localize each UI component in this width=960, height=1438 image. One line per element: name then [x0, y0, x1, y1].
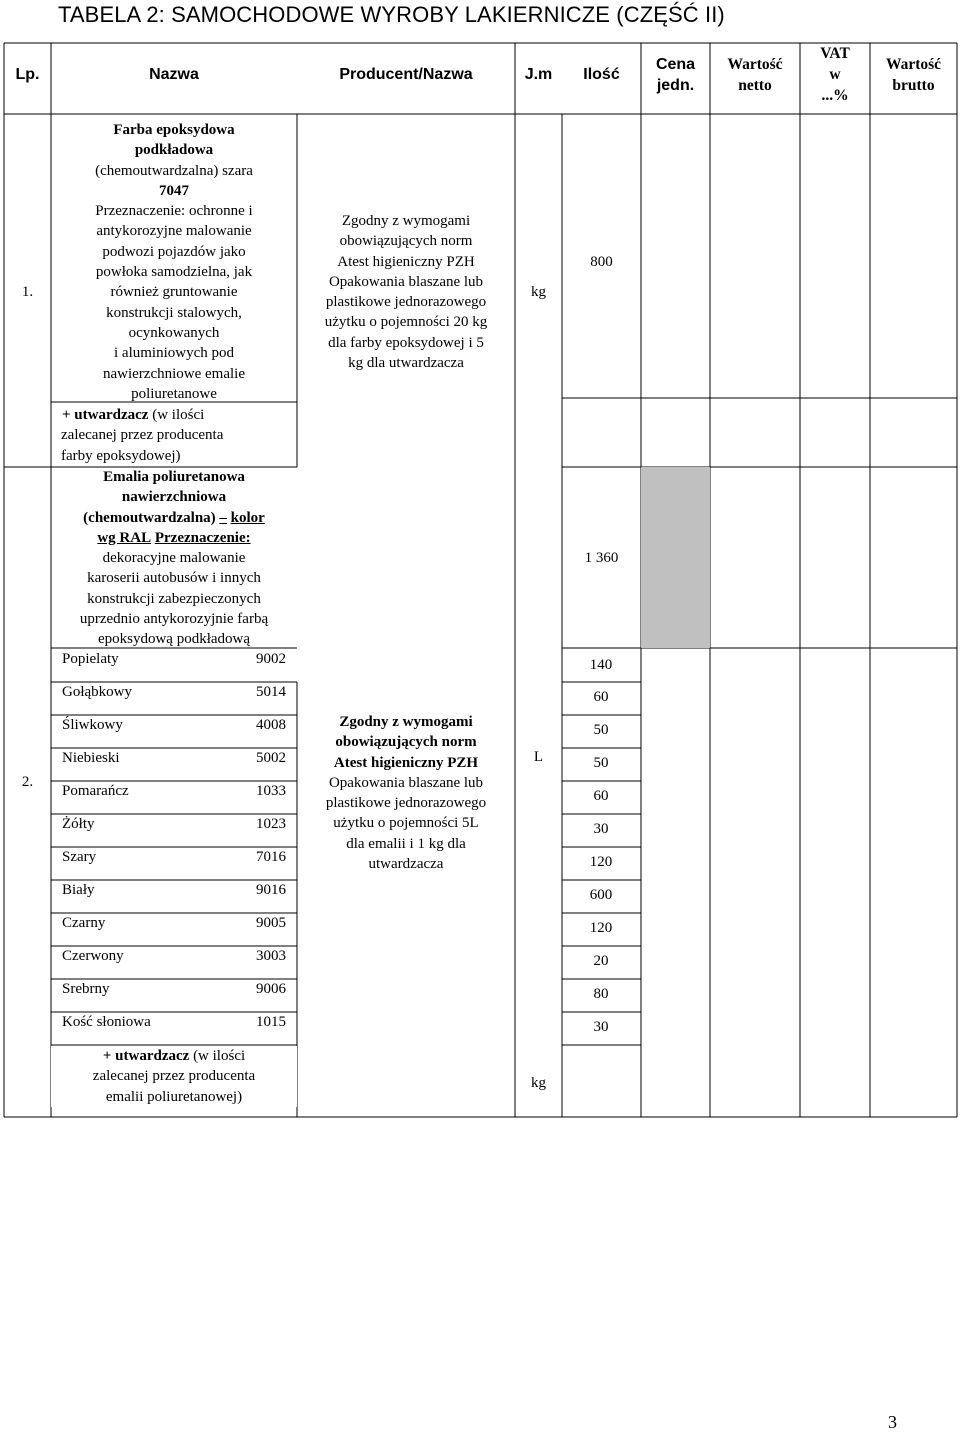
row2-hardener-line: + utwardzacz (w ilości	[102, 1048, 246, 1064]
color-name: Niebieski	[62, 750, 120, 766]
page-title: TABELA 2: SAMOCHODOWE WYROBY LAKIERNICZE (CZĘŚĆ II)	[58, 2, 725, 27]
row2-desc-line: karoserii autobusów i innych	[87, 570, 261, 587]
row1-name-line: nawierzchniowe emalie	[102, 365, 245, 382]
row2-desc-line: nawierzchniowa	[121, 489, 227, 506]
row2-desc-line: Emalia poliuretanowa	[103, 469, 245, 485]
row2-producer-line: użytku o pojemności 5L	[333, 815, 479, 832]
color-code: 9005	[256, 915, 286, 931]
row2-desc-line: epoksydową podkładową	[97, 631, 251, 648]
color-qty: 140	[589, 657, 613, 673]
hardener-bold-prefix: + utwardzacz	[102, 1048, 190, 1064]
color-qty: 30	[593, 1019, 609, 1035]
row1-name-line: i aluminiowych pod	[114, 345, 234, 362]
color-code: 9002	[256, 651, 286, 667]
header-ilosc: Ilość	[583, 66, 620, 83]
row2-hardener-line: zalecanej przez producenta	[92, 1068, 256, 1085]
header-vat-line2: w	[829, 66, 841, 83]
row2-producer-line: Opakowania blaszane lub	[328, 774, 484, 791]
row1-producer-line: dla farby epoksydowej i 5	[328, 334, 484, 351]
header-brutto-line1: Wartość	[885, 56, 942, 73]
color-name: Gołąbkowy	[62, 684, 132, 700]
row2-hardener-unit: kg	[531, 1075, 546, 1091]
row1-name	[51, 120, 297, 404]
row2-lp: 2.	[21, 774, 34, 790]
row1-lp: 1.	[21, 284, 34, 300]
row2-desc-ral: wg RAL	[97, 529, 152, 546]
color-name: Srebrny	[62, 981, 110, 997]
header-cena	[641, 54, 710, 96]
row2-producer-line: utwardzacza	[368, 856, 444, 873]
row1-name-line: Przeznaczenie: ochronne i	[95, 203, 253, 220]
row2-producer-line: obowiązujących norm	[335, 734, 477, 751]
color-name: Żółty	[62, 816, 95, 832]
hardener-bold-prefix: + utwardzacz	[62, 407, 149, 423]
row2-desc-line: konstrukcji zabezpieczonych	[87, 590, 261, 607]
header-cena-line2: jedn.	[656, 77, 695, 94]
row2-desc-line: uprzednio antykorozyjnie farbą	[79, 611, 269, 628]
row2-desc-line	[51, 528, 297, 548]
color-code: 5014	[256, 684, 286, 700]
color-code: 9016	[256, 882, 286, 898]
color-qty: 120	[589, 854, 613, 870]
row1-producer-line: plastikowe jednorazowego	[325, 294, 487, 311]
row1-producer-line: Atest higieniczny PZH	[337, 253, 475, 270]
color-code: 1015	[256, 1014, 286, 1030]
header-netto-line1: Wartość	[727, 56, 783, 73]
row2-producer	[297, 712, 515, 874]
color-code: 9006	[256, 981, 286, 997]
color-name: Kość słoniowa	[62, 1014, 151, 1030]
color-qty: 600	[589, 887, 613, 903]
header-brutto-line2: brutto	[892, 77, 935, 94]
color-name: Szary	[62, 849, 97, 865]
header-nazwa: Nazwa	[149, 66, 199, 83]
row1-hardener-line: farby epoksydowej)	[61, 447, 181, 464]
row1-producer-line: obowiązujących norm	[339, 233, 473, 250]
color-name: Popielaty	[62, 651, 119, 667]
row2-producer-line: Atest higieniczny PZH	[333, 754, 479, 771]
header-jm: J.m	[524, 66, 553, 83]
color-code: 1023	[256, 816, 286, 832]
color-name: Czarny	[62, 915, 106, 931]
row1-name-line: ocynkowanych	[128, 324, 220, 341]
color-name: Biały	[62, 882, 95, 898]
color-qty: 120	[589, 920, 613, 936]
row1-name-line: (chemoutwardzalna) szara	[95, 162, 253, 179]
header-vat-line3: ...%	[821, 87, 849, 104]
row2-desc-dash: –	[219, 509, 227, 526]
color-code: 4008	[256, 717, 286, 733]
row1-hardener-line: zalecanej przez producenta	[61, 427, 224, 444]
row2-desc-chem: (chemoutwardzalna)	[83, 509, 216, 526]
row2-total-qty: 1 360	[584, 550, 619, 566]
color-qty: 20	[593, 953, 609, 969]
header-netto-line2: netto	[738, 77, 772, 94]
row1-name-line: również gruntowanie	[110, 284, 238, 301]
row1-name-line: antykorozyjne malowanie	[96, 223, 252, 240]
row1-qty: 800	[590, 254, 613, 270]
row1-producer-line: kg dla utwardzacza	[348, 355, 464, 372]
row1-name-line: 7047	[159, 182, 189, 199]
page-number: 3	[888, 1412, 897, 1432]
header-lp: Lp.	[15, 66, 40, 83]
row1-name-line: podkładowa	[134, 142, 214, 159]
row2-desc-line	[51, 508, 297, 528]
row1-name-line: poliuretanowe	[131, 385, 217, 402]
color-qty: 50	[593, 755, 609, 771]
row2-producer-line: dla emalii i 1 kg dla	[346, 835, 466, 852]
color-qty: 50	[593, 722, 609, 738]
row2-hardener-text	[51, 1046, 297, 1107]
row2-desc-line: dekoracyjne malowanie	[102, 550, 246, 567]
color-code: 7016	[256, 849, 286, 865]
row1-producer-line: Opakowania blaszane lub	[328, 273, 484, 290]
row1-name-line: Farba epoksydowa	[113, 122, 235, 138]
shaded-cell	[641, 467, 710, 648]
header-cena-line1: Cena	[655, 56, 696, 73]
row2-unit: L	[533, 749, 544, 765]
row1-hardener	[51, 405, 297, 466]
header-producent: Producent/Nazwa	[339, 66, 473, 83]
color-name: Czerwony	[62, 948, 124, 964]
color-name: Śliwkowy	[62, 717, 123, 733]
color-qty: 60	[593, 788, 609, 804]
header-vat	[800, 43, 870, 106]
color-code: 1033	[256, 783, 286, 799]
row1-unit: kg	[531, 284, 546, 300]
color-code: 5002	[256, 750, 286, 766]
color-name: Pomarańcz	[62, 783, 129, 799]
row2-hardener-line: emalii poliuretanowej)	[105, 1088, 243, 1105]
color-qty: 80	[593, 986, 609, 1002]
row1-producer-line: użytku o pojemności 20 kg	[324, 314, 488, 331]
header-netto	[710, 54, 800, 96]
row1-name-line: konstrukcji stalowych,	[106, 304, 242, 321]
color-qty: 30	[593, 821, 609, 837]
color-qty: 60	[593, 689, 609, 705]
row1-producer	[297, 211, 515, 373]
header-vat-line1: VAT	[820, 45, 850, 62]
row2-producer-line: plastikowe jednorazowego	[325, 795, 487, 812]
row1-name-line: powłoka samodzielna, jak	[95, 264, 253, 281]
row1-name-line: podwozi pojazdów jako	[102, 243, 246, 260]
row2-desc-przeznaczenie: Przeznaczenie:	[154, 529, 251, 546]
row2-desc-kolor: kolor	[230, 509, 265, 526]
row1-producer-line: Zgodny z wymogami	[341, 213, 471, 229]
row2-desc	[51, 467, 297, 650]
header-brutto	[870, 54, 957, 96]
row1-hardener-line: + utwardzacz (w ilości	[62, 407, 205, 423]
row2-producer-line: Zgodny z wymogami	[339, 714, 473, 730]
color-code: 3003	[256, 948, 286, 964]
